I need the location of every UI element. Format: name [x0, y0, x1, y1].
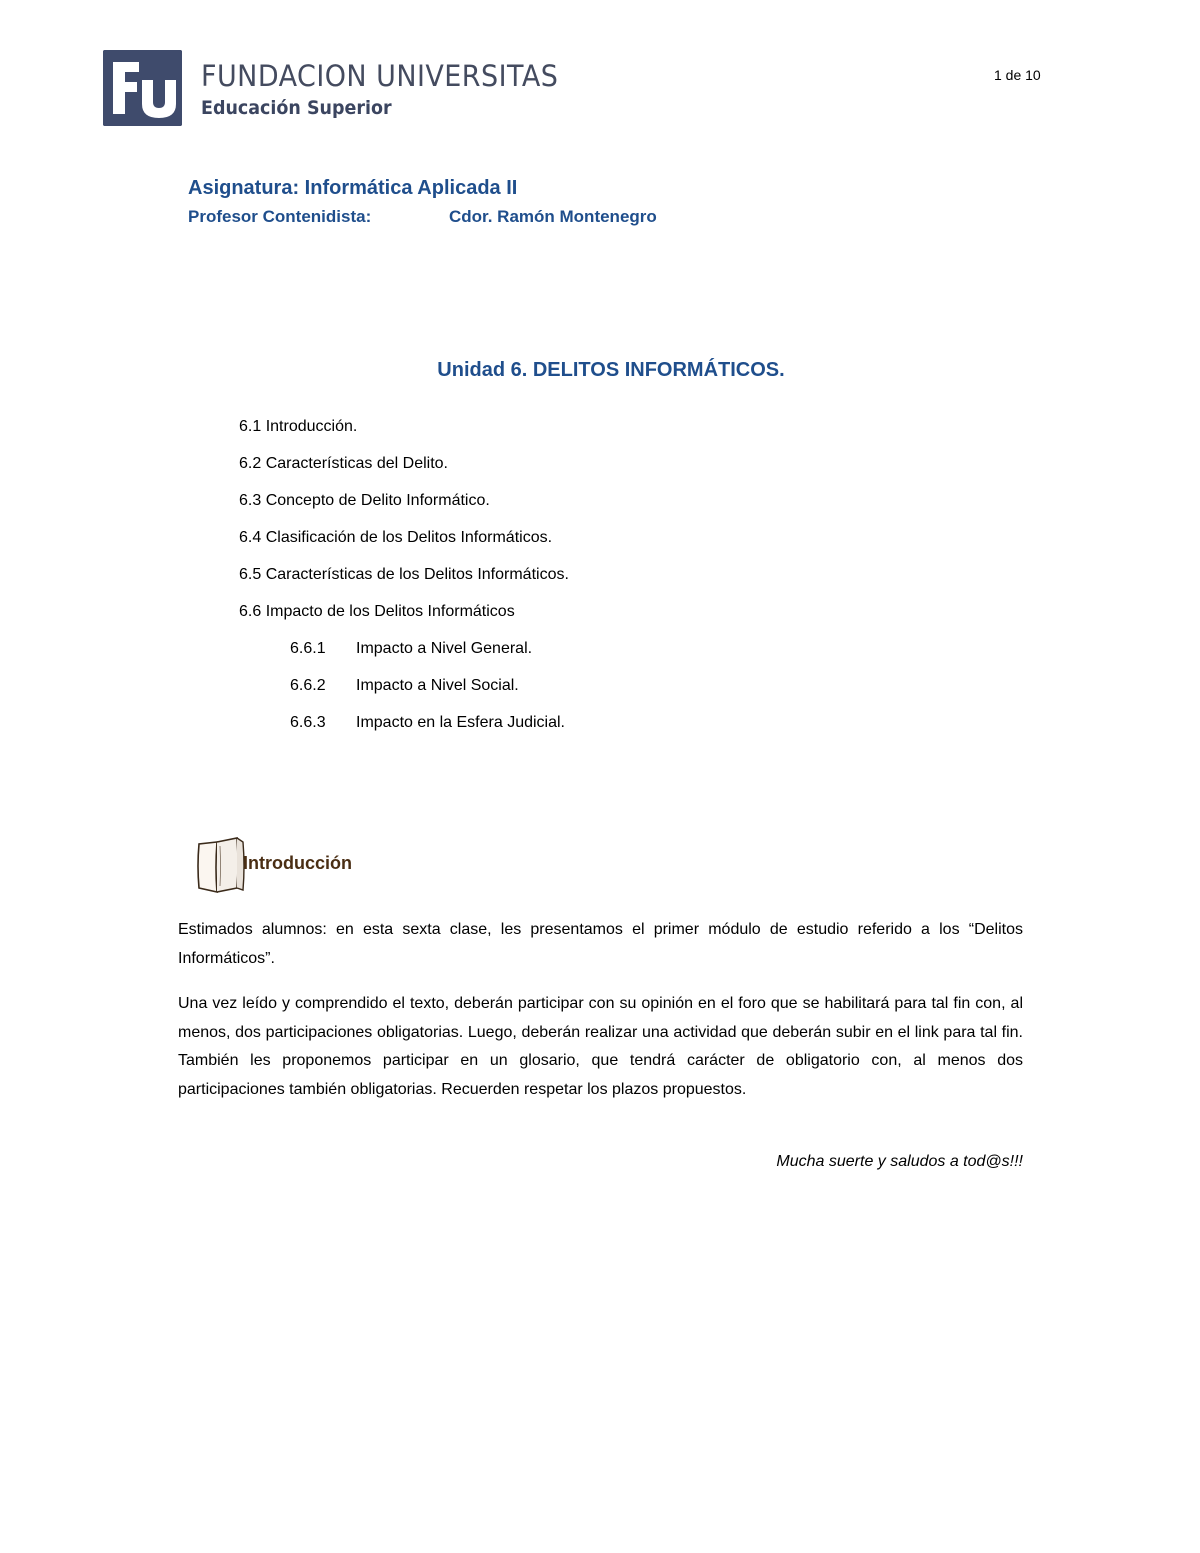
professor-label: Profesor Contenidista: — [188, 207, 372, 226]
paragraph: Una vez leído y comprendido el texto, deberán participar con su opinión en el foro que se habilitará para tal fin con, al menos, dos participaciones obligatorias. Luego, deberán realizar una actividad que deberán subir en el link para tal fin. También les proponemos participar en un glosario, que tendrá carácter de obligatorio con, al menos dos participaciones también obligatorias. Recuerden respetar los plazos propuestos. — [178, 995, 1023, 1098]
professor-name: Cdor. Ramón Montenegro — [449, 207, 657, 226]
logo-subtitle: Educación Superior — [201, 97, 392, 119]
table-of-contents — [239, 415, 569, 748]
toc-item — [239, 415, 569, 452]
toc-number: 6.6 — [239, 603, 262, 620]
toc-text: Clasificación de los Delitos Informáticos. — [265, 529, 553, 546]
toc-item — [239, 600, 569, 637]
logo-title: FUNDACION UNIVERSITAS — [201, 59, 559, 93]
toc-item — [239, 563, 569, 600]
course-professor — [188, 205, 708, 229]
toc-text: Impacto en la Esfera Judicial. — [356, 714, 565, 731]
toc-item — [239, 489, 569, 526]
toc-text: Concepto de Delito Informático. — [265, 492, 490, 509]
toc-subitem — [239, 674, 569, 711]
toc-number: 6.6.1 — [290, 640, 326, 657]
toc-number: 6.2 — [239, 455, 262, 472]
course-info — [188, 175, 708, 229]
toc-number: 6.3 — [239, 492, 262, 509]
toc-number: 6.4 — [239, 529, 262, 546]
toc-subitem — [239, 711, 569, 748]
toc-text: Impacto a Nivel Social. — [356, 677, 519, 694]
open-book-icon — [193, 836, 249, 896]
introduction-body — [178, 916, 1023, 1122]
toc-text: Características del Delito. — [265, 455, 448, 472]
toc-item — [239, 452, 569, 489]
toc-number: 6.6.2 — [290, 677, 326, 694]
toc-text: Impacto de los Delitos Informáticos — [265, 603, 515, 620]
toc-item — [239, 526, 569, 563]
toc-number: 6.1 — [239, 418, 262, 435]
page-counter: 1 de 10 — [994, 67, 1041, 83]
introduction-heading — [193, 836, 352, 896]
institution-logo — [103, 50, 585, 126]
toc-number: 6.6.3 — [290, 714, 326, 731]
toc-number: 6.5 — [239, 566, 262, 583]
toc-text: Introducción. — [265, 418, 358, 435]
signoff: Mucha suerte y saludos a tod@s!!! — [776, 1153, 1023, 1170]
toc-text: Impacto a Nivel General. — [356, 640, 533, 657]
toc-subitem — [239, 637, 569, 674]
fu-logo-mark — [103, 50, 182, 126]
course-title: Asignatura: Informática Aplicada II — [188, 177, 518, 199]
unit-title: Unidad 6. DELITOS INFORMÁTICOS. — [437, 359, 785, 381]
introduction-title: Introducción — [243, 852, 352, 873]
toc-text: Características de los Delitos Informáticos. — [265, 566, 569, 583]
paragraph: Estimados alumnos: en esta sexta clase, les presentamos el primer módulo de estudio referido a los “Delitos Informáticos”. — [178, 921, 1023, 967]
